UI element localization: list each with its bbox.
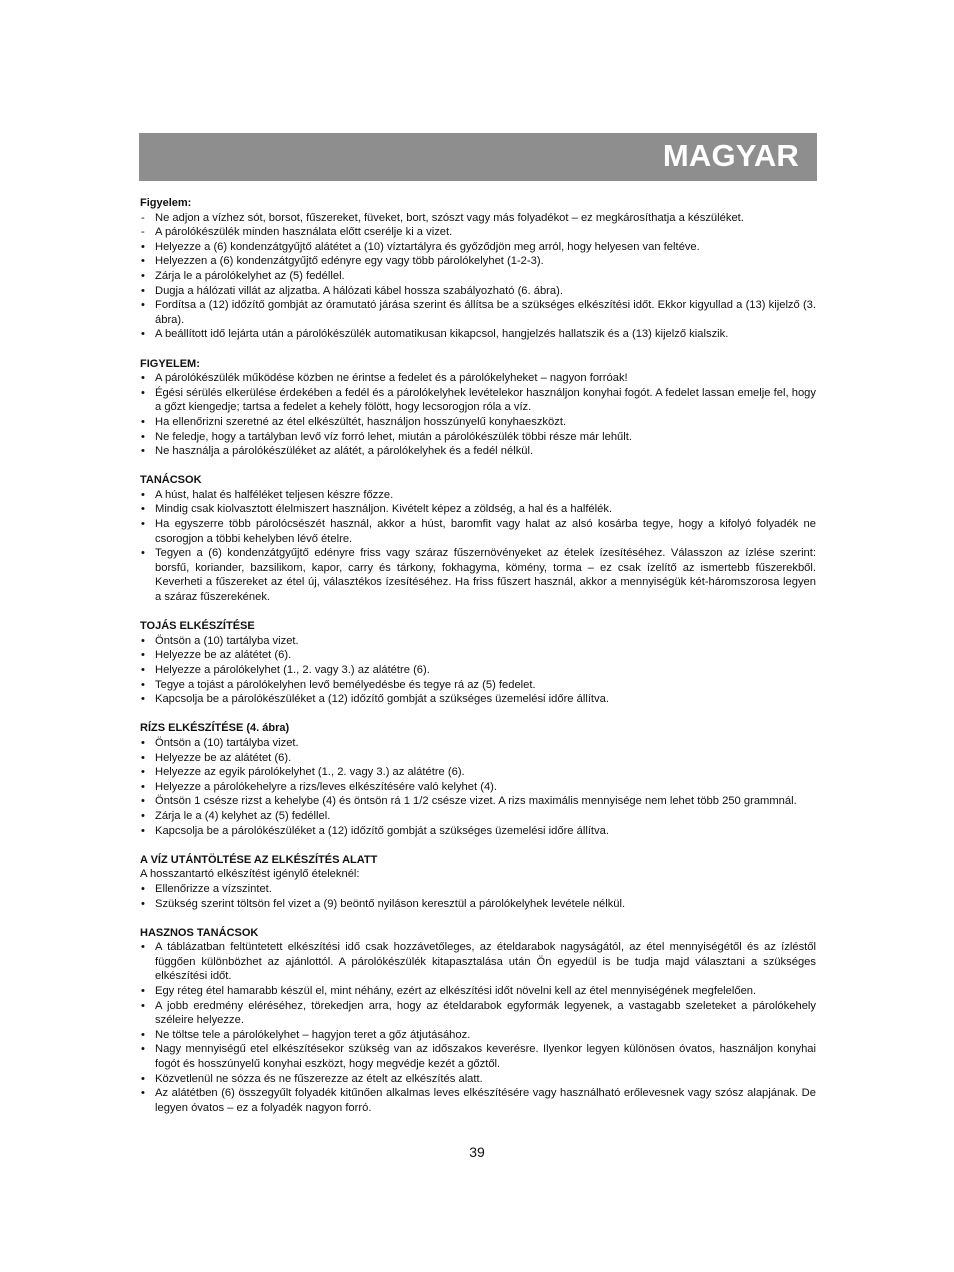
list-item-text: Dugja a hálózati villát az aljzatba. A hálózati kábel hossza szabályozható (6. ábra). [155,284,563,297]
list-item [140,1042,816,1071]
list-item [140,502,816,517]
page-number: 39 [469,1144,485,1160]
bullet-marker: • [141,372,145,385]
list-item [140,984,816,999]
bullet-marker: • [141,255,145,268]
bullet-marker: • [141,328,145,341]
list-item-text: Fordítsa a (12) időzítő gombját az óramutató járása szerint és állítsa be a szükséges elkészítési időt. Ekkor kigyullad a (13) kijelző (3. ábra). [155,299,816,326]
bullet-marker: • [141,941,145,954]
list-item [140,1028,816,1043]
list-item [140,444,816,459]
bullet-marker: • [141,386,145,399]
bullet-marker: • [141,649,145,662]
list-item-text: Ne feledje, hogy a tartályban levő víz forró lehet, miután a párolókészülék többi része már lehűlt. [155,430,632,443]
list-item-text: Szükség szerint töltsön fel vizet a (9) beöntő nyiláson keresztül a párolókelyhek levétele nélkül. [155,897,626,910]
list-item-text: Mindig csak kiolvasztott élelmiszert használjon. Kivételt képez a zöldség, a hal és a halfélék. [155,503,613,516]
list-item-text: Helyezze be az alátétet (6). [155,751,292,764]
list-item [140,1086,816,1115]
language-banner [139,133,817,181]
list-item [140,371,816,386]
bullet-marker: • [141,240,145,253]
list-item-text: Ellenőrizze a vízszintet. [155,882,272,895]
list-item [140,284,816,299]
bullet-marker: • [141,766,145,779]
list-item-text: Közvetlenül ne sózza és ne fűszerezze az ételt az elkészítés alatt. [155,1072,483,1085]
list-item-text: Ne használja a párolókészüléket az alátét, a párolókelyhek és a fedél nélkül. [155,445,534,458]
bullet-marker: • [141,897,145,910]
section [140,926,816,1116]
section-heading: HASZNOS TANÁCSOK [140,926,259,939]
bullet-marker: • [141,664,145,676]
bullet-marker: • [141,1087,145,1100]
section [140,473,816,604]
list-item-text: Nagy mennyiségű etel elkészítésekor szükség van az időszakos keverésre. Ilyenkor legyen különösen óvatos, használjon konyhai fogót és hosszúnyelű konyhai eszközt, hogy megvédje kezét a gőztől. [155,1043,816,1071]
section [140,196,816,342]
list-item [140,663,816,678]
list-item-text: Ha egyszerre több párolócsészét használ, akkor a húst, baromfit vagy halat az alsó kosárba tegye, hogy a kifolyó folyadék ne csorogjon a többi kehelyben lévő ételre. [155,518,816,545]
bullet-marker: • [141,809,145,822]
list-item [140,225,816,240]
list-item-text: Ne töltse tele a párolókelyhet – hagyjon teret a gőz átjutásához. [155,1028,471,1041]
list-item-text: Az alátétben (6) összegyűlt folyadék kitűnően alkalmas leves elkészítésére vagy használható erőlevesnek vagy szósz alapjának. De legyen óvatos – ez a folyadék nagyon forró. [155,1087,816,1114]
section-heading: A VÍZ UTÁNTÖLTÉSE AZ ELKÉSZÍTÉS ALATT [140,853,378,866]
banner-title: MAGYAR [662,138,799,173]
list-item [140,809,816,824]
bullet-marker: • [141,824,145,837]
list-item [140,751,816,766]
list-item [140,897,816,912]
list-item-text: Ne adjon a vízhez sót, borsot, fűszereket, füveket, bort, szószt vagy más folyadékot – ez megkárosíthatja a készüléket. [155,211,744,224]
bullet-marker: • [141,445,145,458]
list-item [140,1072,816,1087]
section-intro: A hosszantartó elkészítést igénylő ételeknél: [140,868,360,881]
dash-marker: - [141,211,145,224]
list-item-text: Zárja le a párolókelyhet az (5) fedéllel. [155,269,345,282]
list-item [140,999,816,1028]
list-item-text: Tegye a tojást a párolókelyhen levő bemélyedésbe és tegye rá az (5) fedelet. [155,678,536,691]
list-item [140,415,816,430]
list-item [140,517,816,546]
bullet-marker: • [141,985,145,998]
list-item [140,940,816,984]
bullet-marker: • [141,634,145,647]
list-item [140,692,816,707]
list-item-text: Öntsön a (10) tartályba vizet. [155,736,299,749]
bullet-marker: • [141,780,145,793]
list-item-text: Öntsön a (10) tartályba vizet. [155,634,299,647]
list-item-text: Öntsön 1 csésze rizst a kehelybe (4) és öntsön rá 1 1/2 csésze vizet. A rizs maximális mennyisége nem lehet több 250 grammnál. [155,795,797,808]
list-item [140,327,816,342]
list-item-text: Helyezze a párolókelyhet (1., 2. vagy 3.) az alátétre (6). [155,664,430,676]
list-item [140,298,816,327]
bullet-marker: • [141,503,145,516]
bullet-marker: • [141,299,145,312]
bullet-marker: • [141,882,145,895]
bullet-marker: • [141,415,145,428]
section-heading: FIGYELEM: [140,357,200,370]
list-item [140,736,816,751]
list-item [140,794,816,809]
list-item-text: Kapcsolja be a párolókészüléket a (12) időzítő gombját a szükséges üzemelési időre állítva. [155,824,609,837]
bullet-marker: • [141,284,145,297]
section [140,853,816,911]
list-item-text: Helyezze a párolókehelyre a rizs/leves elkészítésére való kelyhet (4). [155,780,497,793]
bullet-marker: • [141,693,145,706]
section [140,721,816,838]
bullet-marker: • [141,269,145,282]
list-item [140,240,816,255]
list-item-text: Helyezze be az alátétet (6). [155,649,292,662]
list-item [140,269,816,284]
list-item-text: A húst, halat és halféléket teljesen készre főzze. [155,488,394,501]
section-heading: RÍZS ELKÉSZÍTÉSE (4. ábra) [140,722,290,735]
list-item [140,765,816,780]
section-heading: Figyelem: [140,197,192,209]
manual-content [140,196,816,1130]
list-item [140,211,816,226]
list-item [140,386,816,415]
bullet-marker: • [141,751,145,764]
list-item-text: Helyezze az egyik párolókelyhet (1., 2. vagy 3.) az alátétre (6). [155,766,465,779]
list-item [140,824,816,839]
section [140,357,816,459]
bullet-marker: • [141,488,145,501]
list-item [140,488,816,503]
section-heading: TOJÁS ELKÉSZÍTÉSE [140,620,255,633]
list-item [140,254,816,269]
bullet-marker: • [141,547,145,560]
bullet-marker: • [141,1072,145,1085]
list-item-text: A párolókészülék minden használata előtt cserélje ki a vizet. [155,226,453,239]
list-item [140,780,816,795]
list-item-text: Zárja le a (4) kelyhet az (5) fedéllel. [155,809,331,822]
section [140,619,816,707]
bullet-marker: • [141,999,145,1012]
list-item [140,430,816,445]
list-item-text: Égési sérülés elkerülése érdekében a fedél és a párolókelyhek levételekor használjon konyhai fogót. A fedelet lassan emelje fel, hogy a gőzt kiengedje; tartsa a fedelet a kehely fölött, hogy lecsorogjon róla a víz. [155,386,816,414]
list-item-text: Helyezze a (6) kondenzátgyűjtő alátétet a (10) víztartályra és győződjön meg arról, hogy helyesen van feltéve. [155,240,700,253]
list-item-text: A párolókészülék működése közben ne érintse a fedelet és a párolókelyheket – nagyon forróak! [155,372,628,385]
dash-marker: - [141,226,145,239]
list-item-text: Kapcsolja be a párolókészüléket a (12) időzítő gombját a szükséges üzemelési időre állítva. [155,693,609,706]
bullet-marker: • [141,678,145,691]
list-item-text: A jobb eredmény eléréséhez, törekedjen arra, hogy az ételdarabok egyformák legyenek, a vastagabb szeleteket a párolókehely széleire helyezze. [155,999,816,1027]
list-item-text: Tegyen a (6) kondenzátgyűjtő edényre friss vagy száraz fűszernövényeket az ételek ízesítéséhez. Válasszon az ízlése szerint: borsfű, koriander, bazsilikom, kapor, carry és tárkony, fokhagyma, kömény, torma – ez csak ízelítő az ismertebb fűszerekből. Keverheti a fűszereket az étel új, választékos ízesítéséhez. Ha friss fűszert használ, akkor a mennyiségük két-háromszorosa legyen a száraz fűszerekének. [155,547,816,604]
list-item-text: Helyezzen a (6) kondenzátgyűjtő edényre egy vagy több párolókelyhet (1-2-3). [155,255,544,268]
list-item-text: Ha ellenőrizni szeretné az étel elkészültét, használjon hosszúnyelű konyhaeszközt. [155,415,567,428]
list-item [140,882,816,897]
list-item-text: A beállított idő lejárta után a párolókészülék automatikusan kikapcsol, hangjelzés hallatszik és a (13) kijelző kialszik. [155,328,729,341]
bullet-marker: • [141,1028,145,1041]
bullet-marker: • [141,1043,145,1056]
bullet-marker: • [141,518,145,531]
bullet-marker: • [141,430,145,443]
bullet-marker: • [141,736,145,749]
list-item [140,648,816,663]
list-item [140,678,816,693]
section-heading: TANÁCSOK [140,474,202,487]
list-item [140,634,816,649]
list-item-text: Egy réteg étel hamarabb készül el, mint néhány, ezért az elkészítési időt növelni kell az étel mennyiségének megfelelően. [155,985,757,998]
list-item-text: A táblázatban feltüntetett elkészítési idő csak hozzávetőleges, az ételdarabok nagyságától, az étel mennyiségétől és az ízléstől függően különbözhet az ajánlottól. A párolókészülék kitapasztalása után Ön egyedül is be tudja majd választani a szükséges elkészítési időt. [155,941,816,983]
list-item [140,546,816,604]
bullet-marker: • [141,795,145,808]
